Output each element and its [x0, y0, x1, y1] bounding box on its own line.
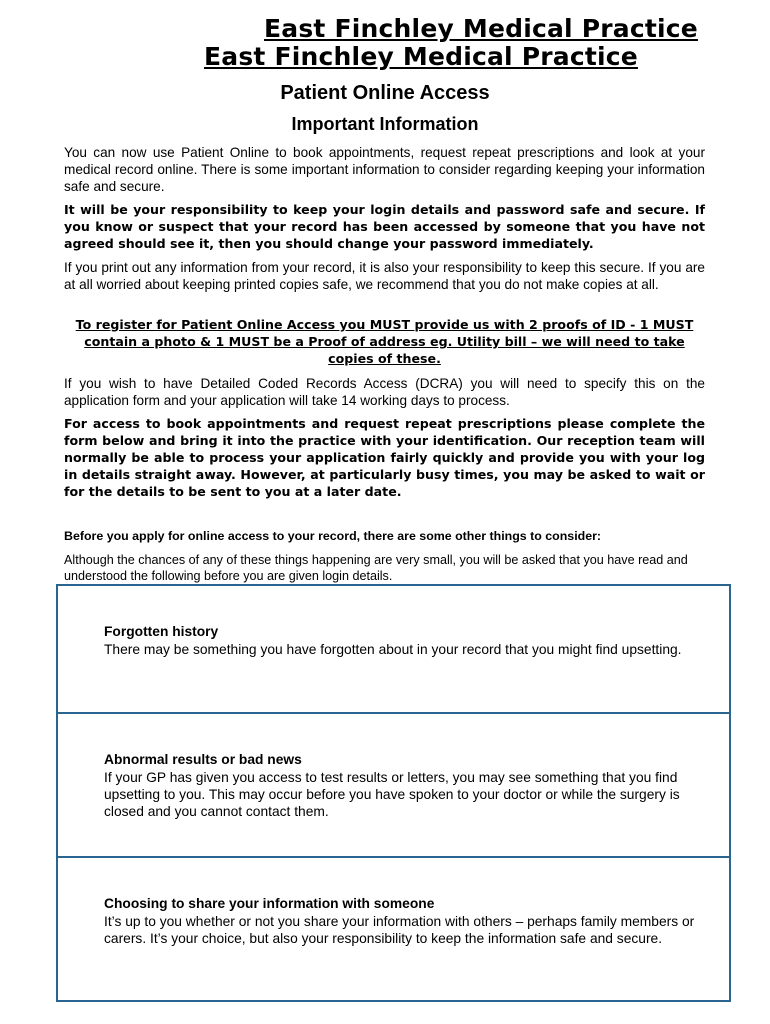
consideration-text: If your GP has given you access to test results or letters, you may see something that you find upsetting to you. This may occur before you have spoken to your doctor or while the surgery is closed and you cannot contact them.	[104, 770, 680, 819]
consideration-text: There may be something you have forgotten about in your record that you might find upsetting.	[104, 642, 682, 657]
dcra-paragraph: If you wish to have Detailed Coded Records Access (DCRA) you will need to specify this on the application form and your application will take 14 working days to process.	[64, 376, 705, 408]
considerations-heading: Before you apply for online access to your record, there are some other things to consider:	[64, 529, 602, 543]
consideration-title: Forgotten history	[104, 624, 219, 639]
intro-paragraph: You can now use Patient Online to book appointments, request repeat prescriptions and look at your medical record online. There is some important information to consider regarding keeping your information safe and secure.	[64, 145, 705, 194]
practice-title-line-1: East Finchley Medical Practice	[264, 14, 698, 43]
consideration-title: Abnormal results or bad news	[104, 752, 302, 767]
printing-paragraph: If you print out any information from your record, it is also your responsibility to keep this secure. If you are at all worried about keeping printed copies safe, we recommend that you do not make copies at all.	[64, 260, 705, 292]
register-requirements: To register for Patient Online Access you MUST provide us with 2 proofs of ID - 1 MUST contain a photo & 1 MUST be a Proof of address eg. Utility bill – we will need to take copies of these.	[75, 317, 694, 366]
consideration-title: Choosing to share your information with someone	[104, 896, 435, 911]
access-paragraph: For access to book appointments and request repeat prescriptions please complete the form below and bring it into the practice with your identification. Our reception team will normally be able to process your application fairly quickly and provide you with your log in details straight away. However, at particularly busy times, you may be asked to wait or for the details to be sent to you at a later date.	[64, 416, 705, 499]
chances-paragraph: Although the chances of any of these things happening are very small, you will be asked that you have read and understood the following before you are given login details.	[64, 553, 688, 583]
page-subtitle: Patient Online Access	[280, 82, 490, 104]
consideration-text: It’s up to you whether or not you share your information with others – perhaps family members or carers. It’s your choice, but also your responsibility to keep the information safe and secure.	[104, 914, 695, 946]
practice-title-line-2: East Finchley Medical Practice	[204, 42, 638, 71]
responsibility-paragraph: It will be your responsibility to keep your login details and password safe and secure. If you know or suspect that your record has been accessed by someone that you have not agreed should see it, then you should change your password immediately.	[64, 202, 705, 251]
section-heading: Important Information	[291, 114, 479, 134]
consideration-box-sharing	[56, 856, 731, 1002]
consideration-box-abnormal-results	[56, 712, 731, 858]
consideration-box-forgotten-history	[56, 584, 731, 714]
